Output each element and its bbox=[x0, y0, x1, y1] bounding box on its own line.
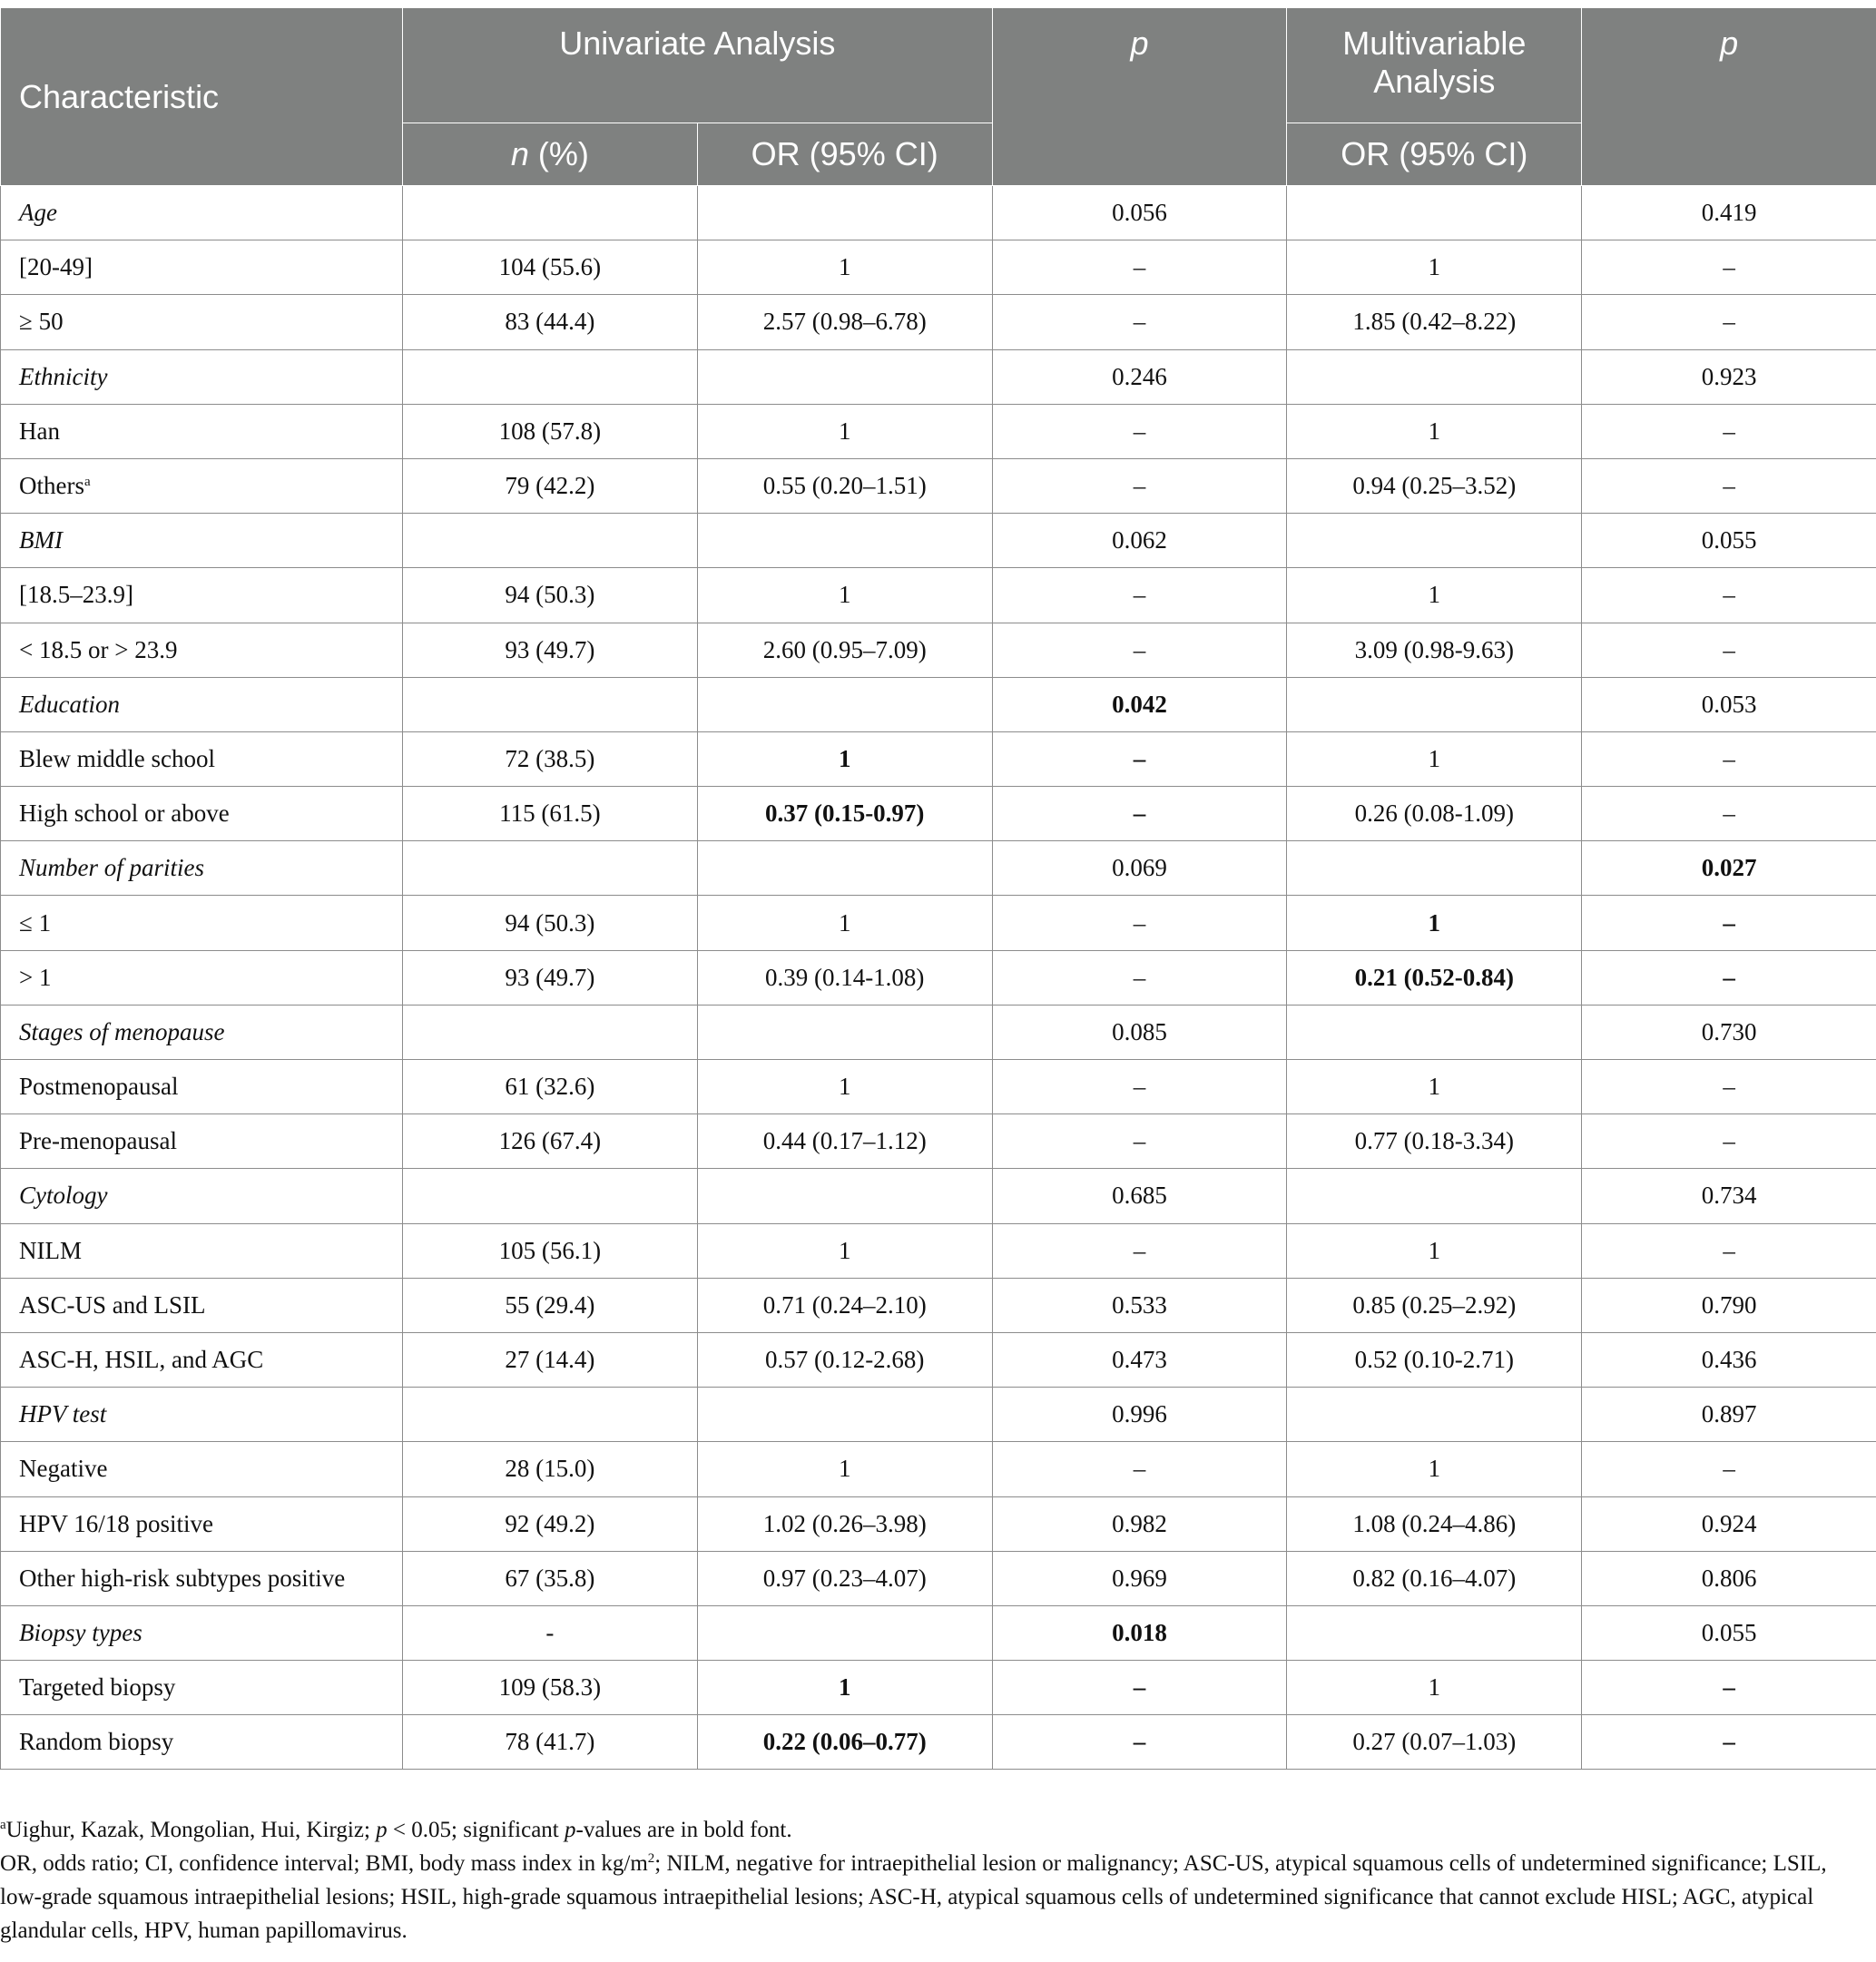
cell-characteristic bbox=[1, 1551, 403, 1605]
cell-n-pct: 28 (15.0) bbox=[403, 1442, 698, 1496]
cell-p-univariate: 0.685 bbox=[992, 1169, 1287, 1223]
table-row bbox=[1, 950, 1876, 1005]
cell-p-multivariable: 0.734 bbox=[1582, 1169, 1876, 1223]
cell-characteristic bbox=[1, 841, 403, 896]
cell-n-pct: - bbox=[403, 1605, 698, 1660]
footnote-abbreviations bbox=[0, 1847, 1851, 1947]
cell-n-pct: 27 (14.4) bbox=[403, 1332, 698, 1387]
cell-characteristic bbox=[1, 623, 403, 677]
cell-or-univariate: 1 bbox=[697, 568, 992, 623]
cell-or-multivariable bbox=[1287, 349, 1582, 404]
cell-p-multivariable: – bbox=[1582, 404, 1876, 458]
cell-or-univariate: 1 bbox=[697, 1060, 992, 1114]
cell-p-multivariable: 0.053 bbox=[1582, 677, 1876, 731]
cell-or-univariate: 2.57 (0.98–6.78) bbox=[697, 295, 992, 349]
table-row bbox=[1, 1496, 1876, 1551]
table-row bbox=[1, 1332, 1876, 1387]
table-row bbox=[1, 1551, 1876, 1605]
cell-p-univariate: – bbox=[992, 1060, 1287, 1114]
header-univariate: Univariate Analysis bbox=[403, 8, 993, 123]
cell-or-univariate: 0.37 (0.15-0.97) bbox=[697, 787, 992, 841]
cell-n-pct bbox=[403, 186, 698, 240]
cell-or-univariate: 1 bbox=[697, 896, 992, 950]
cell-p-univariate: – bbox=[992, 787, 1287, 841]
table-row bbox=[1, 458, 1876, 513]
cell-n-pct: 92 (49.2) bbox=[403, 1496, 698, 1551]
table-body bbox=[1, 186, 1876, 1770]
cell-characteristic bbox=[1, 1605, 403, 1660]
cell-characteristic bbox=[1, 568, 403, 623]
table-row bbox=[1, 1060, 1876, 1114]
cell-or-univariate bbox=[697, 514, 992, 568]
cell-p-multivariable: 0.806 bbox=[1582, 1551, 1876, 1605]
cell-n-pct bbox=[403, 349, 698, 404]
cell-p-univariate: 0.996 bbox=[992, 1388, 1287, 1442]
cell-p-multivariable: 0.055 bbox=[1582, 1605, 1876, 1660]
cell-p-univariate: – bbox=[992, 404, 1287, 458]
abbrev-text-1: OR, odds ratio; CI, confidence interval; BMI, body mass index in kg/m bbox=[0, 1851, 648, 1876]
cell-or-univariate bbox=[697, 1605, 992, 1660]
cell-p-multivariable: 0.055 bbox=[1582, 514, 1876, 568]
abbrev-text-2: ; NILM, negative for intraepithelial lesion or malignancy; ASC-US, atypical squamous cells of undetermined significance; LSIL, low-grade squamous intraepithelial lesions; HSIL, high-grade squamous intraepithelial lesions; ASC-H, atypical squamous cells of undetermined significance that cannot exclude HISL; AGC, atypical glandular cells, HPV, human papillomavirus. bbox=[0, 1851, 1827, 1943]
table-row bbox=[1, 731, 1876, 786]
cell-or-multivariable bbox=[1287, 1005, 1582, 1059]
cell-or-multivariable: 0.94 (0.25–3.52) bbox=[1287, 458, 1582, 513]
cell-characteristic bbox=[1, 896, 403, 950]
category-row bbox=[1, 1388, 1876, 1442]
cell-characteristic bbox=[1, 1661, 403, 1715]
table-row bbox=[1, 1715, 1876, 1770]
characteristic-label: Random biopsy bbox=[19, 1728, 174, 1756]
cell-p-multivariable: 0.027 bbox=[1582, 841, 1876, 896]
cell-or-univariate bbox=[697, 841, 992, 896]
characteristic-label: NILM bbox=[19, 1236, 82, 1264]
table-row bbox=[1, 1114, 1876, 1169]
cell-p-univariate: 0.533 bbox=[992, 1278, 1287, 1332]
header-or-univariate: OR (95% CI) bbox=[697, 123, 992, 186]
cell-or-multivariable: 1 bbox=[1287, 1661, 1582, 1715]
cell-or-univariate: 1 bbox=[697, 1442, 992, 1496]
characteristic-label: Education bbox=[19, 690, 120, 718]
cell-n-pct bbox=[403, 514, 698, 568]
cell-p-univariate: – bbox=[992, 896, 1287, 950]
cell-characteristic bbox=[1, 1278, 403, 1332]
header-n-pct: n (%) bbox=[403, 123, 698, 186]
cell-p-multivariable: 0.897 bbox=[1582, 1388, 1876, 1442]
category-row bbox=[1, 841, 1876, 896]
category-row bbox=[1, 514, 1876, 568]
cell-or-multivariable bbox=[1287, 514, 1582, 568]
cell-characteristic bbox=[1, 1060, 403, 1114]
characteristic-label: Number of parities bbox=[19, 854, 205, 882]
characteristic-label: Stages of menopause bbox=[19, 1017, 225, 1045]
cell-or-multivariable bbox=[1287, 1388, 1582, 1442]
cell-or-univariate: 0.57 (0.12-2.68) bbox=[697, 1332, 992, 1387]
cell-or-multivariable: 1 bbox=[1287, 1223, 1582, 1278]
table-row bbox=[1, 568, 1876, 623]
footnote-a bbox=[0, 1813, 1851, 1847]
cell-characteristic bbox=[1, 349, 403, 404]
cell-characteristic bbox=[1, 1332, 403, 1387]
cell-n-pct bbox=[403, 677, 698, 731]
abbrev-superscript: 2 bbox=[647, 1851, 655, 1866]
cell-characteristic bbox=[1, 404, 403, 458]
characteristic-label: Pre-menopausal bbox=[19, 1127, 177, 1155]
cell-p-univariate: 0.069 bbox=[992, 841, 1287, 896]
cell-or-multivariable: 3.09 (0.98-9.63) bbox=[1287, 623, 1582, 677]
cell-or-multivariable bbox=[1287, 841, 1582, 896]
cell-characteristic bbox=[1, 677, 403, 731]
cell-or-multivariable: 1 bbox=[1287, 240, 1582, 295]
cell-characteristic bbox=[1, 458, 403, 513]
cell-or-univariate bbox=[697, 1388, 992, 1442]
table-row bbox=[1, 1442, 1876, 1496]
characteristic-label: Biopsy types bbox=[19, 1618, 142, 1646]
category-row bbox=[1, 677, 1876, 731]
table-header bbox=[1, 8, 1876, 186]
cell-characteristic bbox=[1, 1388, 403, 1442]
characteristic-label: ASC-US and LSIL bbox=[19, 1290, 206, 1319]
cell-n-pct: 72 (38.5) bbox=[403, 731, 698, 786]
footnote-marker: a bbox=[83, 475, 91, 490]
cell-p-univariate: 0.969 bbox=[992, 1551, 1287, 1605]
cell-n-pct: 108 (57.8) bbox=[403, 404, 698, 458]
cell-p-multivariable: 0.419 bbox=[1582, 186, 1876, 240]
characteristic-label: Others bbox=[19, 472, 84, 500]
cell-p-univariate: – bbox=[992, 623, 1287, 677]
cell-or-univariate: 1 bbox=[697, 731, 992, 786]
cell-n-pct: 93 (49.7) bbox=[403, 623, 698, 677]
cell-p-univariate: 0.246 bbox=[992, 349, 1287, 404]
characteristic-label: Other high-risk subtypes positive bbox=[19, 1564, 346, 1592]
cell-or-multivariable: 0.85 (0.25–2.92) bbox=[1287, 1278, 1582, 1332]
cell-p-univariate: – bbox=[992, 1442, 1287, 1496]
table-row bbox=[1, 896, 1876, 950]
cell-n-pct bbox=[403, 841, 698, 896]
cell-or-univariate: 1 bbox=[697, 404, 992, 458]
cell-or-multivariable bbox=[1287, 1605, 1582, 1660]
cell-p-multivariable: 0.730 bbox=[1582, 1005, 1876, 1059]
cell-characteristic bbox=[1, 1169, 403, 1223]
cell-or-univariate: 2.60 (0.95–7.09) bbox=[697, 623, 992, 677]
cell-n-pct bbox=[403, 1005, 698, 1059]
cell-n-pct: 55 (29.4) bbox=[403, 1278, 698, 1332]
cell-or-multivariable: 1 bbox=[1287, 1060, 1582, 1114]
table-row bbox=[1, 787, 1876, 841]
cell-p-univariate: 0.473 bbox=[992, 1332, 1287, 1387]
footnote-a-text-2: < 0.05; significant bbox=[387, 1818, 565, 1842]
cell-or-multivariable: 0.52 (0.10-2.71) bbox=[1287, 1332, 1582, 1387]
characteristic-label: ≤ 1 bbox=[19, 908, 52, 937]
cell-n-pct: 115 (61.5) bbox=[403, 787, 698, 841]
cell-n-pct: 83 (44.4) bbox=[403, 295, 698, 349]
table-row bbox=[1, 1661, 1876, 1715]
cell-p-univariate: – bbox=[992, 1114, 1287, 1169]
characteristic-label: Blew middle school bbox=[19, 744, 215, 772]
cell-or-univariate: 1 bbox=[697, 240, 992, 295]
header-or-multivariable: OR (95% CI) bbox=[1287, 123, 1582, 186]
table-row bbox=[1, 240, 1876, 295]
cell-or-univariate: 0.39 (0.14-1.08) bbox=[697, 950, 992, 1005]
footnote-p-symbol-2: p bbox=[565, 1818, 576, 1842]
cell-or-univariate bbox=[697, 186, 992, 240]
cell-p-multivariable: – bbox=[1582, 787, 1876, 841]
cell-characteristic bbox=[1, 514, 403, 568]
cell-or-univariate: 1 bbox=[697, 1661, 992, 1715]
cell-or-multivariable: 1 bbox=[1287, 404, 1582, 458]
characteristic-label: [20-49] bbox=[19, 253, 93, 281]
cell-p-multivariable: – bbox=[1582, 295, 1876, 349]
cell-n-pct: 126 (67.4) bbox=[403, 1114, 698, 1169]
characteristic-label: Ethnicity bbox=[19, 362, 108, 390]
footnote-marker: a bbox=[0, 1818, 6, 1832]
cell-p-univariate: – bbox=[992, 950, 1287, 1005]
cell-n-pct: 78 (41.7) bbox=[403, 1715, 698, 1770]
table-row bbox=[1, 1223, 1876, 1278]
header-p-univariate: p bbox=[992, 8, 1287, 186]
cell-or-multivariable: 1.85 (0.42–8.22) bbox=[1287, 295, 1582, 349]
table-footnotes bbox=[0, 1813, 1851, 1947]
cell-n-pct bbox=[403, 1388, 698, 1442]
characteristic-label: ASC-H, HSIL, and AGC bbox=[19, 1346, 264, 1374]
cell-or-multivariable: 1 bbox=[1287, 896, 1582, 950]
cell-p-univariate: 0.982 bbox=[992, 1496, 1287, 1551]
footnote-a-text-3: -values are in bold font. bbox=[575, 1818, 792, 1842]
footnote-p-symbol: p bbox=[376, 1818, 388, 1842]
cell-characteristic bbox=[1, 787, 403, 841]
cell-or-univariate: 0.55 (0.20–1.51) bbox=[697, 458, 992, 513]
cell-n-pct: 61 (32.6) bbox=[403, 1060, 698, 1114]
cell-or-univariate bbox=[697, 1169, 992, 1223]
cell-characteristic bbox=[1, 1496, 403, 1551]
cell-or-multivariable bbox=[1287, 677, 1582, 731]
header-characteristic: Characteristic bbox=[1, 8, 403, 186]
cell-p-univariate: 0.018 bbox=[992, 1605, 1287, 1660]
cell-characteristic bbox=[1, 731, 403, 786]
header-multivariable: Multivariable Analysis bbox=[1287, 8, 1582, 123]
cell-characteristic bbox=[1, 1223, 403, 1278]
cell-p-multivariable: 0.924 bbox=[1582, 1496, 1876, 1551]
cell-n-pct: 93 (49.7) bbox=[403, 950, 698, 1005]
cell-p-univariate: – bbox=[992, 731, 1287, 786]
cell-or-multivariable bbox=[1287, 186, 1582, 240]
cell-or-multivariable: 0.26 (0.08-1.09) bbox=[1287, 787, 1582, 841]
category-row bbox=[1, 1169, 1876, 1223]
category-row bbox=[1, 1605, 1876, 1660]
results-table bbox=[0, 7, 1876, 1770]
cell-characteristic bbox=[1, 1114, 403, 1169]
characteristic-label: BMI bbox=[19, 526, 63, 554]
category-row bbox=[1, 1005, 1876, 1059]
cell-or-univariate: 0.44 (0.17–1.12) bbox=[697, 1114, 992, 1169]
cell-p-multivariable: – bbox=[1582, 1661, 1876, 1715]
cell-or-univariate: 1.02 (0.26–3.98) bbox=[697, 1496, 992, 1551]
cell-or-multivariable: 1 bbox=[1287, 568, 1582, 623]
characteristic-label: [18.5–23.9] bbox=[19, 581, 133, 609]
cell-p-multivariable: – bbox=[1582, 950, 1876, 1005]
table-row bbox=[1, 295, 1876, 349]
cell-or-multivariable: 1.08 (0.24–4.86) bbox=[1287, 1496, 1582, 1551]
cell-or-univariate: 0.71 (0.24–2.10) bbox=[697, 1278, 992, 1332]
characteristic-label: < 18.5 or > 23.9 bbox=[19, 635, 178, 663]
cell-p-multivariable: – bbox=[1582, 458, 1876, 513]
cell-n-pct: 94 (50.3) bbox=[403, 896, 698, 950]
characteristic-label: Targeted biopsy bbox=[19, 1673, 176, 1702]
header-n: n bbox=[510, 135, 529, 172]
characteristic-label: Cytology bbox=[19, 1182, 108, 1210]
category-row bbox=[1, 186, 1876, 240]
cell-n-pct: 67 (35.8) bbox=[403, 1551, 698, 1605]
characteristic-label: Negative bbox=[19, 1455, 108, 1483]
cell-or-univariate bbox=[697, 677, 992, 731]
characteristic-label: HPV test bbox=[19, 1400, 107, 1428]
cell-p-multivariable: – bbox=[1582, 623, 1876, 677]
characteristic-label: High school or above bbox=[19, 800, 230, 828]
cell-n-pct: 109 (58.3) bbox=[403, 1661, 698, 1715]
cell-or-multivariable: 0.77 (0.18-3.34) bbox=[1287, 1114, 1582, 1169]
cell-p-multivariable: 0.790 bbox=[1582, 1278, 1876, 1332]
cell-p-multivariable: 0.436 bbox=[1582, 1332, 1876, 1387]
cell-p-univariate: – bbox=[992, 568, 1287, 623]
cell-p-multivariable: – bbox=[1582, 568, 1876, 623]
cell-characteristic bbox=[1, 186, 403, 240]
cell-p-multivariable: – bbox=[1582, 240, 1876, 295]
characteristic-label: Postmenopausal bbox=[19, 1073, 179, 1101]
cell-n-pct: 104 (55.6) bbox=[403, 240, 698, 295]
cell-p-univariate: – bbox=[992, 458, 1287, 513]
cell-p-univariate: 0.062 bbox=[992, 514, 1287, 568]
cell-p-multivariable: 0.923 bbox=[1582, 349, 1876, 404]
cell-or-univariate: 1 bbox=[697, 1223, 992, 1278]
table-row bbox=[1, 404, 1876, 458]
cell-p-multivariable: – bbox=[1582, 1223, 1876, 1278]
characteristic-label: > 1 bbox=[19, 963, 52, 991]
cell-characteristic bbox=[1, 950, 403, 1005]
characteristic-label: Han bbox=[19, 417, 60, 445]
cell-p-univariate: 0.056 bbox=[992, 186, 1287, 240]
cell-n-pct: 105 (56.1) bbox=[403, 1223, 698, 1278]
table-row bbox=[1, 623, 1876, 677]
cell-or-multivariable: 0.82 (0.16–4.07) bbox=[1287, 1551, 1582, 1605]
cell-p-multivariable: – bbox=[1582, 1060, 1876, 1114]
cell-characteristic bbox=[1, 1442, 403, 1496]
cell-p-multivariable: – bbox=[1582, 1442, 1876, 1496]
cell-p-multivariable: – bbox=[1582, 1114, 1876, 1169]
cell-or-univariate: 0.22 (0.06–0.77) bbox=[697, 1715, 992, 1770]
cell-characteristic bbox=[1, 1005, 403, 1059]
characteristic-label: HPV 16/18 positive bbox=[19, 1509, 214, 1537]
cell-p-univariate: 0.085 bbox=[992, 1005, 1287, 1059]
cell-n-pct bbox=[403, 1169, 698, 1223]
cell-n-pct: 79 (42.2) bbox=[403, 458, 698, 513]
cell-p-univariate: – bbox=[992, 295, 1287, 349]
cell-or-multivariable: 1 bbox=[1287, 1442, 1582, 1496]
cell-p-multivariable: – bbox=[1582, 731, 1876, 786]
cell-p-univariate: 0.042 bbox=[992, 677, 1287, 731]
cell-p-univariate: – bbox=[992, 1715, 1287, 1770]
category-row bbox=[1, 349, 1876, 404]
characteristic-label: Age bbox=[19, 199, 57, 227]
cell-characteristic bbox=[1, 1715, 403, 1770]
cell-or-multivariable: 0.21 (0.52-0.84) bbox=[1287, 950, 1582, 1005]
cell-p-univariate: – bbox=[992, 240, 1287, 295]
cell-or-univariate: 0.97 (0.23–4.07) bbox=[697, 1551, 992, 1605]
cell-characteristic bbox=[1, 240, 403, 295]
cell-or-multivariable: 0.27 (0.07–1.03) bbox=[1287, 1715, 1582, 1770]
cell-or-multivariable: 1 bbox=[1287, 731, 1582, 786]
table-row bbox=[1, 1278, 1876, 1332]
cell-p-multivariable: – bbox=[1582, 1715, 1876, 1770]
cell-p-univariate: – bbox=[992, 1223, 1287, 1278]
cell-n-pct: 94 (50.3) bbox=[403, 568, 698, 623]
header-p-multivariable: p bbox=[1582, 8, 1876, 186]
footnote-a-text: Uighur, Kazak, Mongolian, Hui, Kirgiz; bbox=[5, 1818, 377, 1842]
characteristic-label: ≥ 50 bbox=[19, 308, 64, 336]
table-container bbox=[0, 7, 1876, 1770]
cell-characteristic bbox=[1, 295, 403, 349]
cell-or-univariate bbox=[697, 349, 992, 404]
cell-p-univariate: – bbox=[992, 1661, 1287, 1715]
cell-or-univariate bbox=[697, 1005, 992, 1059]
cell-p-multivariable: – bbox=[1582, 896, 1876, 950]
cell-or-multivariable bbox=[1287, 1169, 1582, 1223]
